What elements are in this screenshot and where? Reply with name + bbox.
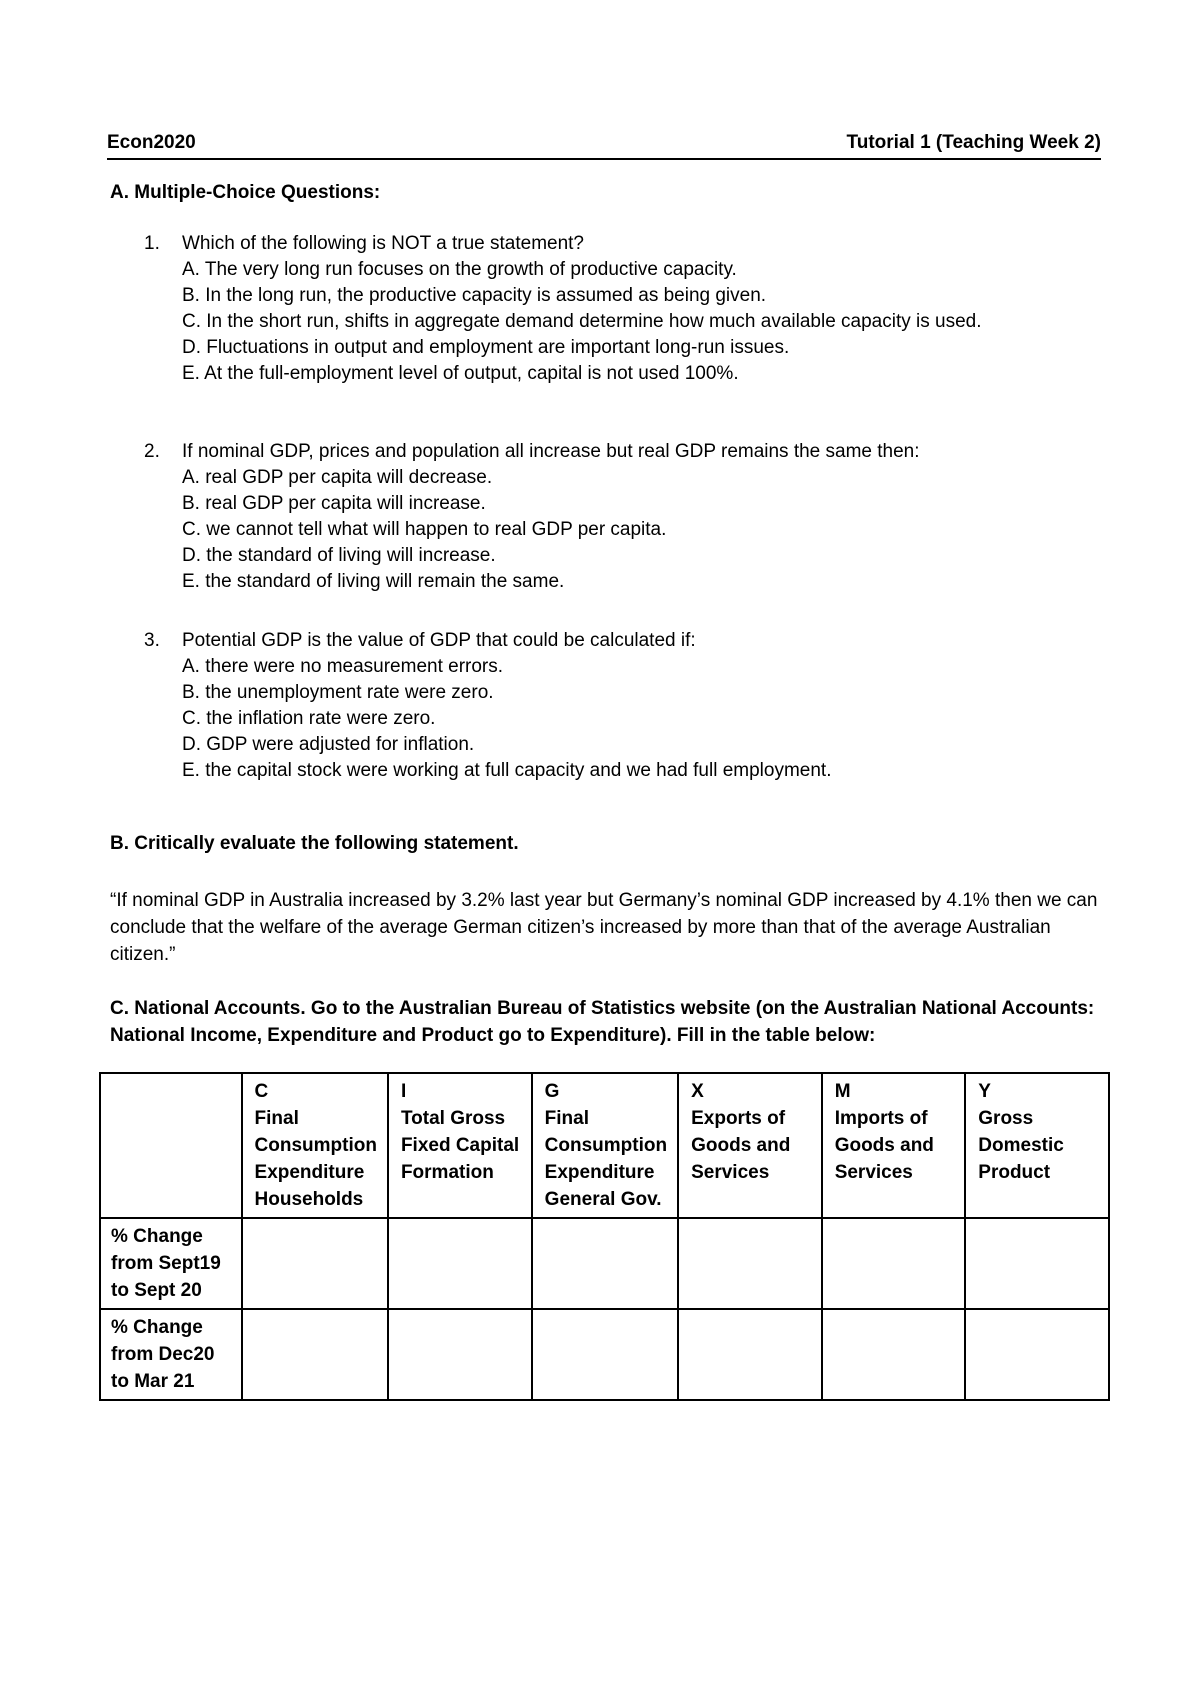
empty-answer-cell [388, 1218, 532, 1309]
option-e: E. At the full-employment level of output, capital is not used 100%. [182, 363, 739, 384]
option-c: C. we cannot tell what will happen to real GDP per capita. [182, 519, 667, 540]
table-corner-cell [100, 1073, 242, 1218]
question-stem: Potential GDP is the value of GDP that could be calculated if: [182, 630, 696, 651]
empty-answer-cell [822, 1309, 966, 1400]
option-b: B. real GDP per capita will increase. [182, 493, 486, 514]
option-d: D. the standard of living will increase. [182, 545, 496, 566]
option-e: E. the capital stock were working at full capacity and we had full employment. [182, 760, 832, 781]
table-header-cell [965, 1073, 1109, 1218]
question-stem: Which of the following is NOT a true statement? [182, 233, 584, 254]
question-2 [110, 441, 1090, 592]
question-stem: If nominal GDP, prices and population all increase but real GDP remains the same then: [182, 441, 920, 462]
option-b: B. In the long run, the productive capacity is assumed as being given. [182, 285, 767, 306]
section-c-instruction: C. National Accounts. Go to the Australian Bureau of Statistics website (on the Australian National Accounts: National Income, Expenditure and Product go to Expenditure). Fill in the table below: [110, 998, 1095, 1046]
national-accounts-table [99, 1072, 1110, 1401]
column-letter: X [691, 1081, 704, 1102]
column-title: Final Consumption Expenditure Households [254, 1108, 377, 1210]
option-c: C. the inflation rate were zero. [182, 708, 436, 729]
row-label-cell: % Change from Sept19 to Sept 20 [100, 1218, 242, 1309]
empty-answer-cell [242, 1309, 388, 1400]
column-letter: M [834, 1081, 851, 1102]
table-header-cell [532, 1073, 678, 1218]
column-title: Imports of Goods and Services [834, 1108, 934, 1183]
table-header-cell [822, 1073, 966, 1218]
empty-answer-cell [822, 1218, 966, 1309]
option-b: B. the unemployment rate were zero. [182, 682, 494, 703]
table-row [100, 1309, 1109, 1400]
column-title: Exports of Goods and Services [691, 1108, 791, 1183]
empty-answer-cell [678, 1218, 822, 1309]
section-b-statement: “If nominal GDP in Australia increased by 3.2% last year but Germany’s nominal GDP increased by 4.1% then we can conclude that the welfare of the average German citizen’s increased by more than that of the average Australian citizen.” [110, 890, 1098, 965]
empty-answer-cell [965, 1218, 1109, 1309]
option-c: C. In the short run, shifts in aggregate demand determine how much available capacity is used. [182, 311, 982, 332]
empty-answer-cell [965, 1309, 1109, 1400]
column-letter: G [544, 1081, 560, 1102]
empty-answer-cell [242, 1218, 388, 1309]
column-title: Total Gross Fixed Capital Formation [400, 1108, 520, 1183]
column-title: Gross Domestic Product [978, 1108, 1064, 1183]
option-a: A. real GDP per capita will decrease. [182, 467, 493, 488]
option-e: E. the standard of living will remain the same. [182, 571, 565, 592]
option-d: D. Fluctuations in output and employment are important long-run issues. [182, 337, 790, 358]
page-header [107, 128, 1101, 160]
section-a-title: A. Multiple-Choice Questions: [110, 182, 381, 203]
empty-answer-cell [532, 1218, 678, 1309]
tutorial-title: Tutorial 1 (Teaching Week 2) [846, 132, 1101, 153]
table-header-cell [678, 1073, 822, 1218]
question-number: 2. [144, 441, 160, 462]
table-row [100, 1218, 1109, 1309]
option-a: A. there were no measurement errors. [182, 656, 504, 677]
empty-answer-cell [678, 1309, 822, 1400]
table-header-cell [388, 1073, 532, 1218]
table-header-cell [242, 1073, 388, 1218]
column-title: Final Consumption Expenditure General Gov. [544, 1108, 668, 1210]
course-code: Econ2020 [107, 132, 196, 153]
empty-answer-cell [532, 1309, 678, 1400]
table-header-row [100, 1073, 1109, 1218]
empty-answer-cell [388, 1309, 532, 1400]
column-letter: C [254, 1081, 269, 1102]
row-label-cell: % Change from Dec20 to Mar 21 [100, 1309, 242, 1400]
column-letter: Y [978, 1081, 991, 1102]
question-number: 1. [144, 233, 160, 254]
option-a: A. The very long run focuses on the growth of productive capacity. [182, 259, 737, 280]
question-number: 3. [144, 630, 160, 651]
question-3 [110, 630, 1090, 781]
section-b-title: B. Critically evaluate the following statement. [110, 833, 519, 854]
question-1 [110, 233, 1090, 384]
option-d: D. GDP were adjusted for inflation. [182, 734, 475, 755]
column-letter: I [400, 1081, 407, 1102]
